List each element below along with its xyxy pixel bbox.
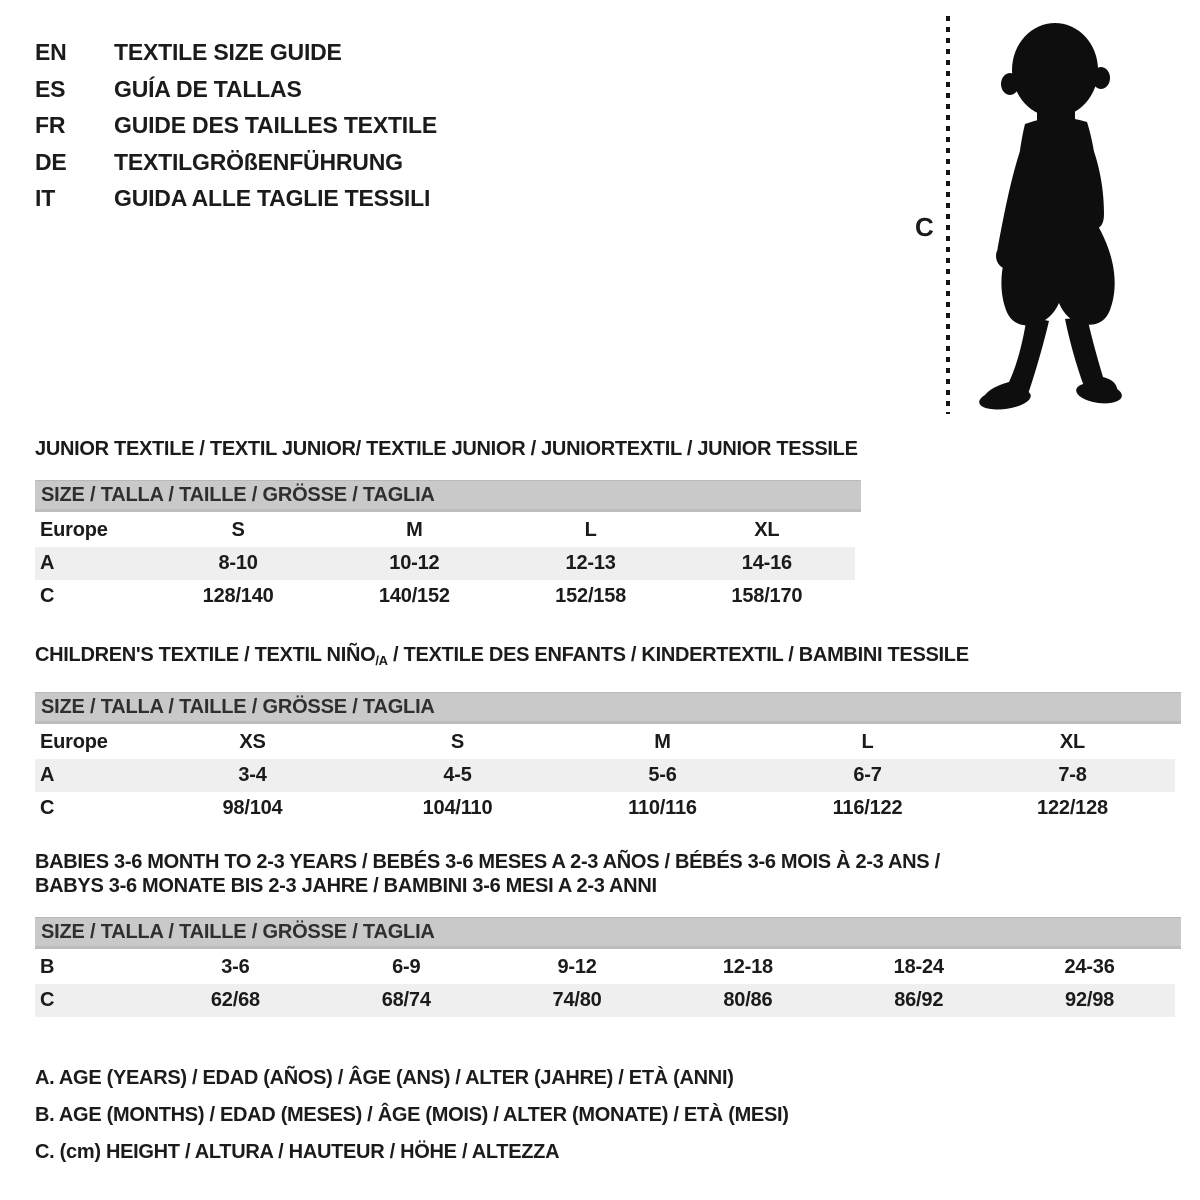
- junior-textile-section: [35, 437, 1181, 613]
- language-row-en: [35, 34, 1181, 71]
- childrens-size-header-bar: SIZE / TALLA / TAILLE / GRÖSSE / TAGLIA: [35, 692, 1181, 724]
- size-column-header: L: [861, 730, 874, 753]
- language-row-es: [35, 71, 1181, 108]
- age-value: 12-13: [503, 547, 679, 580]
- table-row-age-years: [35, 759, 1175, 792]
- height-value: 86/92: [833, 984, 1004, 1017]
- legend-line-b: B. AGE (MONTHS) / EDAD (MESES) / ÂGE (MOIS) / ALTER (MONATE) / ETÀ (MESI): [35, 1103, 789, 1126]
- row-label: Europe: [40, 730, 108, 753]
- size-column-header: L: [584, 518, 597, 541]
- size-column-header: M: [406, 518, 423, 541]
- babies-textile-section: [35, 850, 1181, 1017]
- table-row-age-months: [35, 951, 1175, 984]
- legend-line-c: C. (cm) HEIGHT / ALTURA / HAUTEUR / HÖHE / ALTEZZA: [35, 1140, 560, 1163]
- age-months-value: 18-24: [893, 955, 944, 978]
- age-value: 5-6: [560, 759, 765, 792]
- language-row-it: [35, 180, 1181, 217]
- height-value: 80/86: [662, 984, 833, 1017]
- language-code: FR: [35, 112, 66, 138]
- age-value: 14-16: [679, 547, 855, 580]
- language-code: EN: [35, 39, 67, 65]
- guide-title: GUIDA ALLE TAGLIE TESSILI: [114, 185, 431, 211]
- age-months-value: 6-9: [392, 955, 421, 978]
- language-row-fr: [35, 107, 1181, 144]
- language-code: ES: [35, 75, 66, 102]
- height-value: 74/80: [492, 984, 663, 1017]
- babies-section-title-line1: BABIES 3-6 MONTH TO 2-3 YEARS / BEBÉS 3-6 MESES A 2-3 AÑOS / BÉBÉS 3-6 MOIS À 2-3 ANS /: [35, 850, 940, 873]
- age-value: 10-12: [326, 547, 502, 580]
- guide-title: TEXTILGRÖßENFÜHRUNG: [114, 148, 403, 175]
- height-dimension-label: C: [915, 212, 934, 242]
- height-value: 116/122: [832, 796, 903, 819]
- age-months-value: 12-18: [722, 955, 773, 978]
- age-value: 7-8: [970, 759, 1175, 792]
- dimension-legend: [35, 1060, 1181, 1171]
- language-code: IT: [35, 185, 56, 211]
- guide-title: GUÍA DE TALLAS: [114, 75, 302, 102]
- age-months-value: 3-6: [221, 955, 250, 978]
- size-column-header: S: [231, 518, 245, 541]
- junior-section-title: JUNIOR TEXTILE / TEXTIL JUNIOR/ TEXTILE JUNIOR / JUNIORTEXTIL / JUNIOR TESSILE: [35, 437, 858, 460]
- size-column-header: XS: [239, 730, 266, 753]
- legend-line-a: A. AGE (YEARS) / EDAD (AÑOS) / ÂGE (ANS) / ALTER (JAHRE) / ETÀ (ANNI): [35, 1066, 734, 1089]
- language-title-list: [35, 34, 1181, 217]
- height-value: 98/104: [222, 796, 283, 819]
- age-value: 4-5: [355, 759, 560, 792]
- babies-size-header-bar: SIZE / TALLA / TAILLE / GRÖSSE / TAGLIA: [35, 917, 1181, 949]
- junior-size-table: [35, 514, 855, 613]
- row-label: A: [35, 547, 150, 580]
- row-label: A: [35, 759, 150, 792]
- size-column-header: XL: [1059, 730, 1086, 753]
- row-label: Europe: [40, 518, 108, 541]
- height-value: 92/98: [1004, 984, 1175, 1017]
- language-row-de: [35, 144, 1181, 181]
- table-row-europe: [35, 726, 1175, 759]
- size-column-header: S: [450, 730, 465, 753]
- age-value: 8-10: [150, 547, 326, 580]
- table-row-europe: [35, 514, 855, 547]
- table-row-height-cm: [35, 984, 1175, 1017]
- height-value: 122/128: [1037, 796, 1108, 819]
- age-months-value: 9-12: [557, 955, 597, 978]
- row-label: C: [40, 584, 55, 607]
- guide-title: GUIDE DES TAILLES TEXTILE: [114, 112, 437, 138]
- table-row-age-years: [35, 547, 855, 580]
- table-row-height-cm: [35, 792, 1175, 825]
- babies-size-table: [35, 951, 1175, 1017]
- age-months-value: 24-36: [1064, 955, 1115, 978]
- table-row-height-cm: [35, 580, 855, 613]
- height-value: 158/170: [731, 584, 803, 607]
- babies-section-title-line2: BABYS 3-6 MONATE BIS 2-3 JAHRE / BAMBINI 3-6 MESI A 2-3 ANNI: [35, 874, 657, 897]
- age-value: 6-7: [765, 759, 970, 792]
- guide-title: TEXTILE SIZE GUIDE: [114, 39, 342, 65]
- height-value: 152/158: [555, 584, 627, 607]
- title-text: / TEXTILE DES ENFANTS / KINDERTEXTIL / BAMBINI TESSILE: [387, 643, 969, 666]
- height-value: 140/152: [378, 584, 450, 607]
- size-column-header: XL: [754, 518, 780, 541]
- height-value: 110/116: [628, 796, 697, 819]
- row-label: C: [35, 984, 150, 1017]
- childrens-size-table: [35, 726, 1175, 825]
- childrens-textile-section: [35, 643, 1181, 825]
- childrens-section-title: [35, 643, 1181, 673]
- age-value: 3-4: [150, 759, 355, 792]
- row-label: C: [40, 796, 55, 819]
- size-column-header: M: [654, 730, 671, 753]
- height-value: 68/74: [321, 984, 492, 1017]
- junior-size-header-bar: SIZE / TALLA / TAILLE / GRÖSSE / TAGLIA: [35, 480, 861, 512]
- height-value: 62/68: [150, 984, 321, 1017]
- language-code: DE: [35, 148, 67, 175]
- row-label: B: [40, 955, 55, 978]
- height-value: 104/110: [422, 796, 493, 819]
- height-value: 128/140: [202, 584, 274, 607]
- title-text: CHILDREN'S TEXTILE / TEXTIL NIÑO: [35, 643, 376, 666]
- title-subscript: /A: [375, 652, 388, 668]
